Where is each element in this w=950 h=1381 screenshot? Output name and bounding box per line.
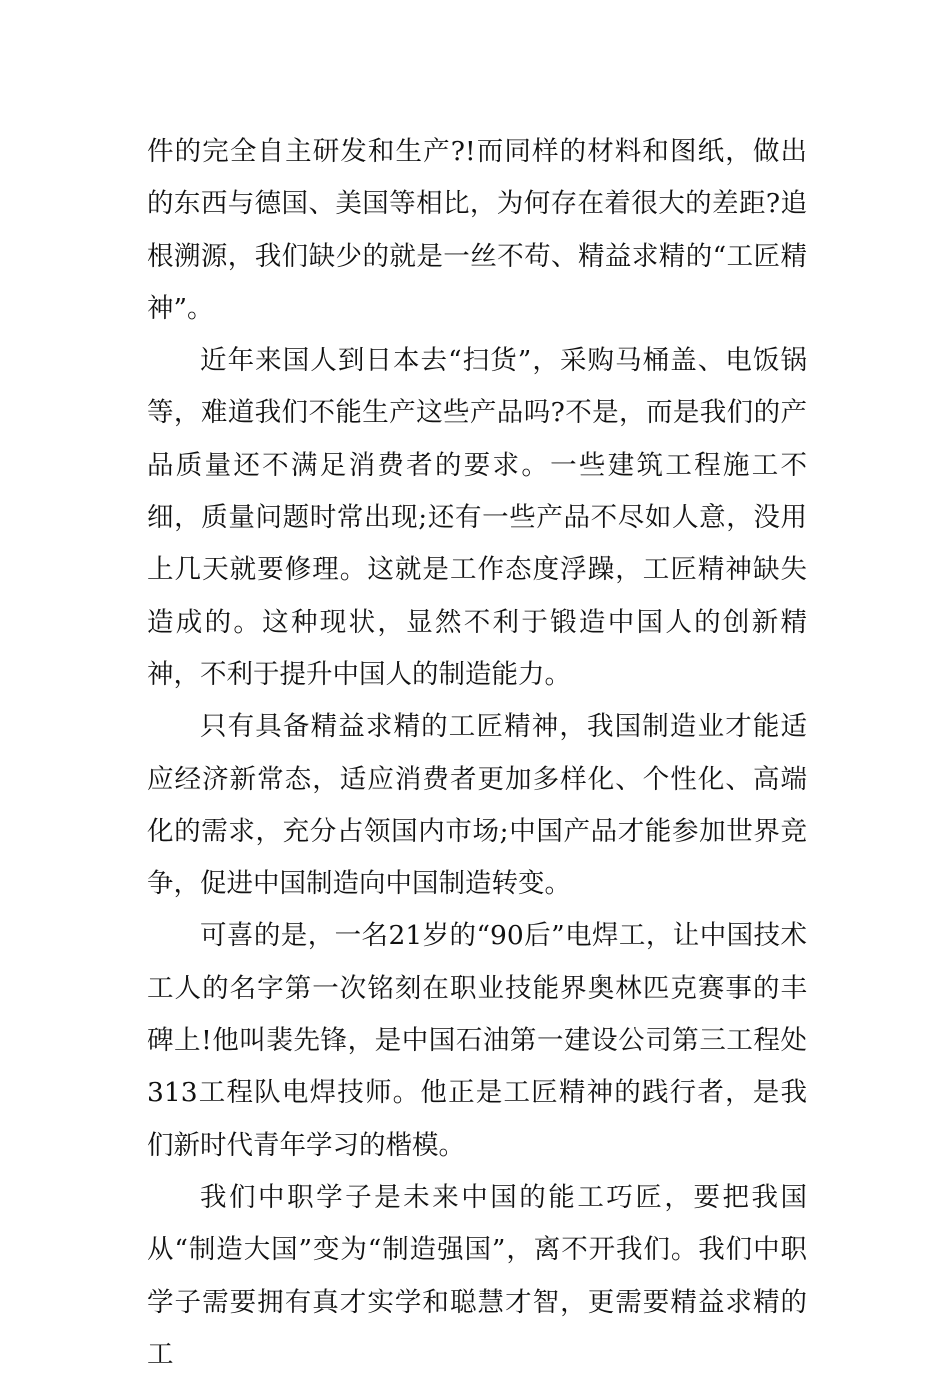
paragraph-craftsman-spirit: 只有具备精益求精的工匠精神，我国制造业才能适应经济新常态，适应消费者更加多样化、个性化、高端化的需求，充分占领国内市场;中国产品才能参加世界竞争，促进中国制造向中国制造转变。 <box>147 711 807 900</box>
paragraph-continued: 件的完全自主研发和生产?!而同样的材料和图纸，做出的东西与德国、美国等相比，为何存在着很大的差距?追根溯源，我们缺少的就是一丝不苟、精益求精的“工匠精神”。 <box>147 136 807 324</box>
paragraph-welder-example: 可喜的是，一名21岁的“90后”电焊工，让中国技术工人的名字第一次铭刻在职业技能界奥林匹克赛事的丰碑上!他叫裴先锋，是中国石油第一建设公司第三工程处313工程队电焊技师。他正是工匠精神的践行者，是我们新时代青年学习的楷模。 <box>147 920 807 1161</box>
document-body <box>147 126 807 1381</box>
paragraph-imported-goods: 近年来国人到日本去“扫货”，采购马桶盖、电饭锅等，难道我们不能生产这些产品吗?不是，而是我们的产品质量还不满足消费者的要求。一些建筑工程施工不细，质量问题时常出现;还有一些产品不尽如人意，没用上几天就要修理。这就是工作态度浮躁，工匠精神缺失造成的。这种现状，显然不利于锻造中国人的创新精神，不利于提升中国人的制造能力。 <box>147 345 807 690</box>
paragraph-vocational-students: 我们中职学子是未来中国的能工巧匠，要把我国从“制造大国”变为“制造强国”，离不开我们。我们中职学子需要拥有真才实学和聪慧才智，更需要精益求精的工 <box>147 1181 807 1370</box>
